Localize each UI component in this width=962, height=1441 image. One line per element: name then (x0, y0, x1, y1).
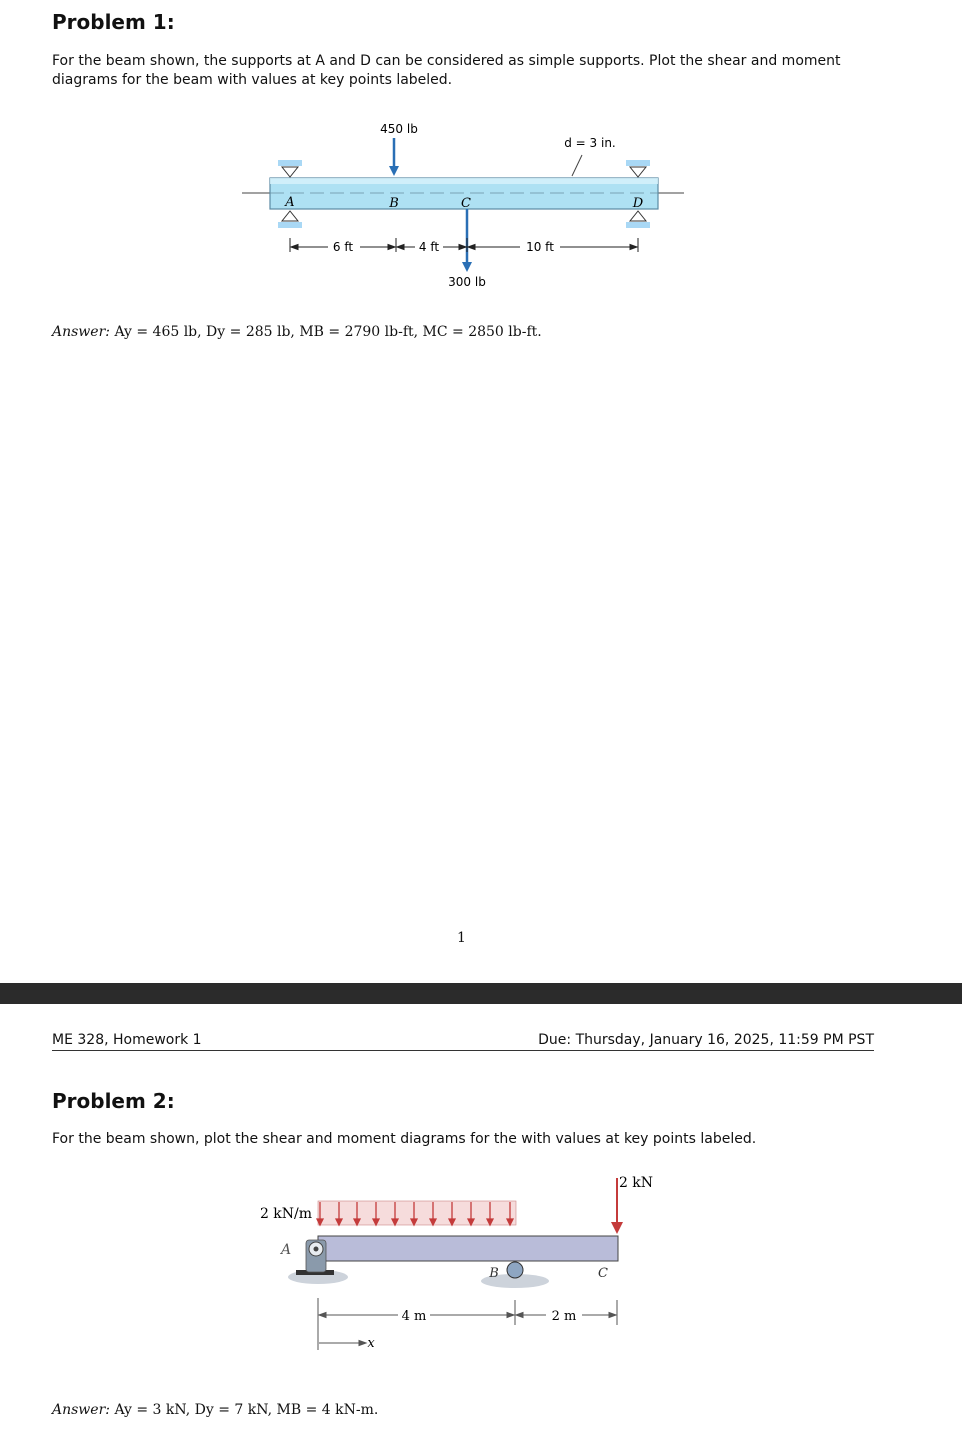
header-rule (52, 1050, 874, 1051)
point-b2-label: B (489, 1266, 499, 1281)
answer-values: Ay = 465 lb, Dy = 285 lb, MB = 2790 lb-ft, MC = 2850 lb-ft. (114, 324, 542, 340)
distributed-load-label: 2 kN/m (259, 1206, 313, 1222)
dim-ab-label: 6 ft (332, 240, 354, 254)
beam-2 (318, 1236, 618, 1261)
dim-bc2-label: 2 m (551, 1309, 577, 1324)
load-b-arrow (389, 138, 399, 176)
distributed-load (318, 1201, 516, 1225)
point-a2-label: A (280, 1242, 292, 1258)
problem2-answer (52, 1402, 378, 1418)
load-c-label: 300 lb (448, 275, 486, 289)
answer2-values: Ay = 3 kN, Dy = 7 kN, MB = 4 kN-m. (114, 1402, 379, 1418)
problem1-statement: For the beam shown, the supports at A and D can be considered as simple supports. Plot the shear and moment diagrams for the beam with values at key points labeled. (52, 53, 841, 88)
load-b-label: 450 lb (380, 122, 418, 136)
point-load-label: 2 kN (618, 1175, 654, 1191)
dim-cd-label: 10 ft (526, 240, 554, 254)
page-number: 1 (457, 930, 466, 946)
dim-ab2-label: 4 m (401, 1309, 427, 1324)
point-c2-label: C (598, 1266, 608, 1281)
problem1-title: Problem 1: (52, 10, 175, 34)
problem2-statement: For the beam shown, plot the shear and moment diagrams for the with values at key points labeled. (52, 1131, 757, 1147)
answer2-label: Answer: (52, 1402, 110, 1418)
due-date: Due: Thursday, January 16, 2025, 11:59 PM PST (538, 1032, 874, 1048)
course-header: ME 328, Homework 1 (52, 1032, 202, 1048)
point-d-label: D (632, 196, 644, 211)
depth-label: d = 3 in. (564, 136, 616, 150)
page-separator (0, 983, 962, 1004)
problem2-dimension-line (318, 1298, 617, 1350)
x-axis-label: x (367, 1336, 375, 1351)
answer-label: Answer: (52, 324, 110, 340)
point-b-label: B (389, 196, 399, 211)
problem2-beam-figure (0, 1160, 962, 1390)
dim-bc-label: 4 ft (418, 240, 440, 254)
problem1-answer (52, 324, 542, 340)
problem1-beam-figure (0, 0, 962, 300)
point-c-label: C (461, 196, 471, 211)
point-a-label: A (285, 195, 295, 210)
problem2-title: Problem 2: (52, 1089, 175, 1113)
